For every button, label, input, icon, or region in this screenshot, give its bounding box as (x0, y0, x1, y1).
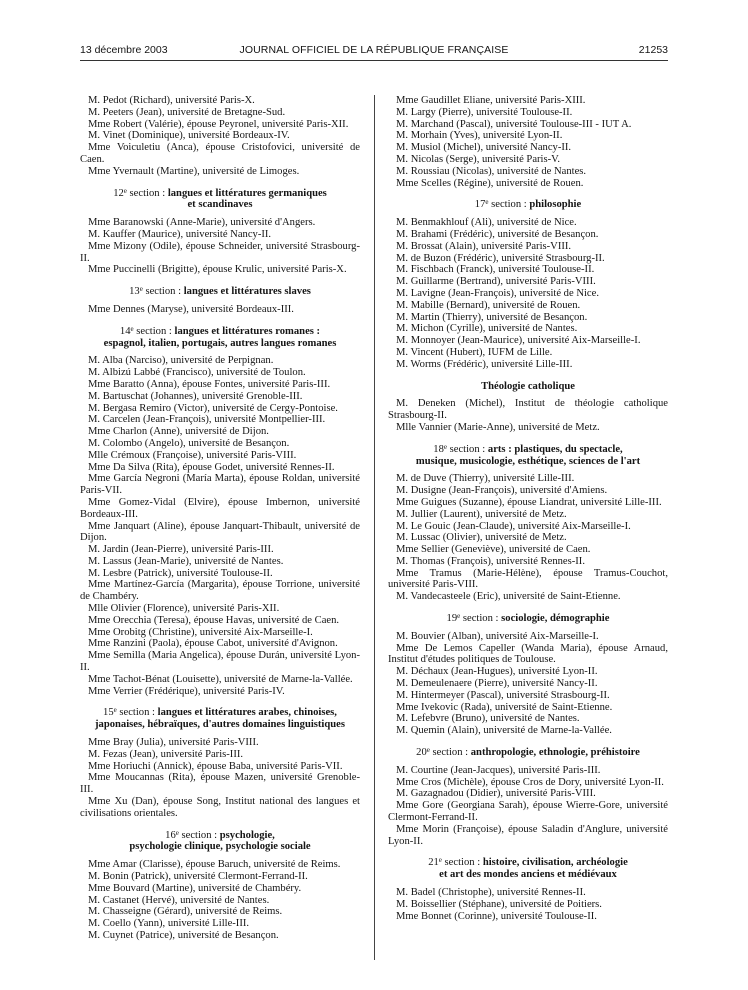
section-number-suffix: e (139, 285, 143, 294)
section-number: 15 (103, 707, 114, 719)
appointee-entry: M. de Buzon (Frédéric), université Strasbourg-II. (396, 252, 605, 264)
section-number-suffix: e (443, 442, 447, 451)
appointee-entry: Mme Tramus (Marie-Hélène), épouse Tramus-Couchot, université Paris-VIII. (388, 567, 668, 591)
appointee-entry: M. Largy (Pierre), université Toulouse-II. (396, 106, 573, 118)
appointee-entry: Mme Yvernault (Martine), université de Limoges. (88, 165, 300, 177)
section-number: 16 (165, 829, 176, 841)
appointee-entry: M. Dusigne (Jean-François), université d'Amiens. (396, 485, 608, 497)
section-title: histoire, civilisation, archéologie (482, 857, 628, 869)
section-title-continued: musique, musicologie, esthétique, sciences de l'art (415, 455, 641, 467)
section-heading-line (80, 707, 360, 719)
section-label: section : (447, 443, 488, 455)
appointee-entry: M. Monnoyer (Jean-Maurice), université Aix-Marseille-I. (396, 335, 641, 347)
appointee-entry: M. Brossat (Alain), université Paris-VIII. (396, 240, 572, 252)
appointee-entry: M. Jullier (Laurent), université de Metz. (396, 508, 567, 520)
header-rule (80, 60, 668, 61)
section-heading-line (388, 857, 668, 869)
appointee-entry: Mme Horiuchi (Annick), épouse Baba, université Paris-VII. (88, 760, 343, 772)
appointee-entry: M. Vandecasteele (Eric), université de Saint-Etienne. (396, 591, 621, 603)
appointee-entry: M. Vinet (Dominique), université Bordeaux-IV. (88, 130, 290, 142)
section-label: section : (488, 199, 530, 211)
section-title: sociologie, démographie (501, 613, 610, 625)
appointee-entry: Mme Bouvard (Martine), université de Chambéry. (88, 882, 302, 894)
appointee-entry: M. Déchaux (Jean-Hugues), université Lyon-II. (396, 666, 598, 678)
appointee-entry: Mlle Crémoux (Françoise), université Paris-VIII. (88, 449, 297, 461)
section-heading-line (388, 444, 668, 456)
appointee-entry: Mme Gomez-Vidal (Elvire), épouse Imbernon, université Bordeaux-III. (80, 496, 360, 520)
section-number: 13 (129, 286, 140, 298)
section-number: 14 (119, 325, 131, 337)
appointee-entry: Mme Orobitg (Christine), université Aix-Marseille-I. (88, 626, 313, 638)
appointee-entry: Mme Mizony (Odile), épouse Schneider, université Strasbourg-II. (80, 240, 360, 264)
section-label: section : (441, 857, 483, 869)
section-heading (388, 613, 668, 625)
section-heading (388, 199, 668, 211)
appointee-entry: Mlle Vannier (Marie-Anne), université de Metz. (396, 421, 600, 433)
section-title: langues et littératures arabes, chinoises, (157, 707, 337, 719)
appointee-entry: M. Morhain (Yves), université Lyon-II. (396, 130, 563, 142)
section-number: 12 (113, 187, 124, 199)
appointee-entry: Mme Tachot-Bénat (Louisette), université de Marne-la-Vallée. (88, 673, 353, 685)
appointee-entry: Mme Scelles (Régine), université de Rouen. (396, 177, 584, 189)
section-number-suffix: e (130, 324, 134, 333)
section-label: section : (460, 613, 502, 625)
section-number-suffix: e (175, 828, 179, 837)
appointee-entry: Mme Verrier (Frédérique), université Paris-IV. (88, 685, 285, 697)
section-label: section : (116, 707, 158, 719)
section-number-suffix: e (457, 612, 461, 621)
appointee-entry: M. Colombo (Angelo), université de Besançon. (88, 437, 290, 449)
page-number: 21253 (638, 44, 668, 56)
appointee-entry: Mme Gaudillet Eliane, université Paris-XIII. (396, 95, 586, 106)
appointee-entry: M. Martin (Thierry), université de Besançon. (396, 311, 588, 323)
appointee-entry: M. Jardin (Jean-Pierre), université Paris-III. (88, 544, 274, 556)
section-heading-line (388, 456, 668, 468)
appointee-entry: M. Coello (Yann), université Lille-III. (88, 918, 250, 930)
appointee-entry: M. Lussac (Olivier), université de Metz. (396, 532, 567, 544)
section-heading (80, 188, 360, 212)
header-date: 13 décembre 2003 (80, 44, 168, 56)
section-heading-line (388, 613, 668, 625)
section-heading-line (80, 199, 360, 211)
section-number-suffix: e (438, 856, 442, 865)
appointee-entry: M. Michon (Cyrille), université de Nantes. (396, 323, 578, 335)
appointee-entry: M. Castanet (Hervé), université de Nantes. (88, 894, 270, 906)
appointee-entry: M. Nicolas (Serge), université Paris-V. (396, 153, 561, 165)
section-heading (388, 381, 668, 393)
appointee-entry: M. Gazagnadou (Didier), université Paris-VIII. (396, 788, 596, 800)
appointee-entry: M. Courtine (Jean-Jacques), université Paris-III. (396, 764, 601, 776)
appointee-entry: Mme García Negroni (María Marta), épouse Roldan, université Paris-VII. (80, 473, 360, 497)
section-label: section : (178, 829, 220, 841)
appointee-entry: M. Lesbre (Patrick), université Toulouse-II. (88, 567, 273, 579)
right-column (388, 95, 668, 922)
appointee-entry: Mme Bonnet (Corinne), université Toulouse-II. (396, 910, 597, 922)
appointee-entry: Mme Cros (Michèle), épouse Cros de Dory, université Lyon-II. (396, 776, 664, 788)
section-number-suffix: e (123, 186, 127, 195)
appointee-entry: M. Quemin (Alain), université de Marne-la-Vallée. (396, 725, 612, 737)
appointee-entry: M. Badel (Christophe), université Rennes-II. (396, 887, 586, 899)
column-separator (374, 95, 375, 960)
appointee-entry: Mlle Olivier (Florence), université Paris-XII. (88, 603, 280, 615)
section-heading-line (80, 188, 360, 200)
appointee-entry: Mme Martínez-García (Margarita), épouse Torrione, université de Chambéry. (80, 579, 360, 603)
appointee-entry: Mme Morin (Françoise), épouse Saladin d'Anglure, université Lyon-II. (388, 823, 668, 847)
appointee-entry: Mme Ivekovic (Rada), université de Saint-Etienne. (396, 701, 613, 713)
section-heading-line (80, 338, 360, 350)
appointee-entry: M. Peeters (Jean), université de Bretagne-Sud. (88, 106, 286, 118)
section-title-continued: espagnol, italien, portugais, autres langues romanes (103, 337, 337, 349)
appointee-entry: Mme Orecchia (Teresa), épouse Havas, université de Caen. (88, 614, 340, 626)
section-title: langues et littératures germaniques (167, 187, 327, 199)
section-heading-line (80, 326, 360, 338)
appointee-entry: Mme Moucannas (Rita), épouse Mazen, université Grenoble-III. (80, 772, 360, 796)
appointee-entry: Mme Baranowski (Anne-Marie), université d'Angers. (88, 217, 316, 229)
appointee-entry: M. Guillarme (Bertrand), université Paris-VIII. (396, 276, 596, 288)
appointee-entry: Mme Guigues (Suzanne), épouse Liandrat, université Lille-III. (396, 496, 662, 508)
appointee-entry: M. Brahami (Frédéric), université de Besançon. (396, 228, 599, 240)
section-number-suffix: e (426, 746, 430, 755)
appointee-entry: M. de Duve (Thierry), université Lille-III. (396, 473, 575, 485)
section-heading-line (388, 747, 668, 759)
section-heading (388, 444, 668, 468)
left-column (80, 95, 360, 942)
section-heading (388, 747, 668, 759)
section-title: philosophie (529, 199, 582, 211)
section-number: 18 (433, 443, 444, 455)
appointee-entry: Mme Amar (Clarisse), épouse Baruch, université de Reims. (88, 859, 341, 871)
appointee-entry: Mme Dennes (Maryse), université Bordeaux-III. (88, 303, 294, 315)
appointee-entry: Mme Bray (Julia), université Paris-VIII. (88, 737, 259, 749)
appointee-entry: Mme Baratto (Anna), épouse Fontes, université Paris-III. (88, 378, 331, 390)
appointee-entry: M. Lefebvre (Bruno), université de Nantes. (396, 713, 580, 725)
section-heading-line (388, 199, 668, 211)
appointee-entry: Mme De Lemos Capeller (Wanda Maria), épouse Arnaud, Institut d'études politiques de Toulouse. (388, 642, 668, 666)
section-label: section : (142, 286, 184, 298)
page-header (80, 44, 668, 60)
appointee-entry: Mme Da Silva (Rita), épouse Godet, université Rennes-II. (88, 461, 335, 473)
section-label: section : (429, 747, 471, 759)
section-title-continued: et art des mondes anciens et médiévaux (439, 869, 617, 881)
appointee-entry: M. Fischbach (Franck), université Toulouse-II. (396, 264, 595, 276)
appointee-entry: M. Thomas (François), université Rennes-II. (396, 555, 585, 567)
appointee-entry: M. Marchand (Pascal), université Toulouse-III - IUT A. (396, 118, 632, 130)
section-title-continued: japonaises, hébraïques, d'autres domaines linguistiques (95, 719, 345, 731)
appointee-entry: M. Bergasa Remiro (Victor), université de Cergy-Pontoise. (88, 402, 338, 414)
appointee-entry: Mme Voiculetiu (Anca), épouse Cristofovici, université de Caen. (80, 142, 360, 165)
appointee-entry: M. Vincent (Hubert), IUFM de Lille. (396, 346, 553, 358)
appointee-entry: M. Fezas (Jean), université Paris-III. (88, 748, 244, 760)
section-heading-line (388, 381, 668, 393)
appointee-entry: M. Roussiau (Nicolas), université de Nantes. (396, 165, 587, 177)
appointee-entry: M. Pedot (Richard), université Paris-X. (88, 95, 255, 106)
section-number: 19 (446, 613, 458, 625)
appointee-entry: M. Bouvier (Alban), université Aix-Marseille-I. (396, 630, 599, 642)
section-heading-line (80, 286, 360, 298)
section-number-suffix: e (485, 198, 489, 207)
appointee-entry: M. Mabille (Bernard), université de Rouen. (396, 299, 581, 311)
appointee-entry: M. Lavigne (Jean-François), université de Nice. (396, 287, 599, 299)
appointee-entry: M. Lassus (Jean-Marie), université de Nantes. (88, 555, 284, 567)
section-title: anthropologie, ethnologie, préhistoire (470, 747, 640, 759)
appointee-entry: Mme Sellier (Geneviève), université de Caen. (396, 544, 591, 556)
section-title: arts : plastiques, du spectacle, (487, 443, 623, 455)
appointee-entry: Mme Janquart (Aline), épouse Janquart-Thibault, université de Dijon. (80, 520, 360, 544)
appointee-entry: Mme Robert (Valérie), épouse Peyronel, université Paris-XII. (88, 118, 349, 130)
section-title: Théologie catholique (481, 380, 575, 392)
section-title: langues et littératures romanes : (174, 325, 321, 337)
appointee-entry: M. Kauffer (Maurice), université Nancy-II. (88, 228, 272, 240)
appointee-entry: M. Demeulenaere (Pierre), université Nancy-II. (396, 678, 598, 690)
section-heading-line (80, 719, 360, 731)
section-heading-line (388, 869, 668, 881)
appointee-entry: M. Cuynet (Patrice), université de Besançon. (88, 930, 279, 941)
section-number: 20 (416, 747, 427, 759)
appointee-entry: M. Deneken (Michel), Institut de théologie catholique Strasbourg-II. (388, 398, 668, 422)
appointee-entry: M. Bonin (Patrick), université Clermont-Ferrand-II. (88, 871, 308, 883)
appointee-entry: M. Alba (Narciso), université de Perpignan. (88, 355, 274, 367)
section-heading (80, 830, 360, 854)
appointee-entry: M. Bartuschat (Johannes), université Grenoble-III. (88, 390, 303, 402)
appointee-entry: Mme Gore (Georgiana Sarah), épouse Wierre-Gore, université Clermont-Ferrand-II. (388, 800, 668, 824)
appointee-entry: M. Hintermeyer (Pascal), université Strasbourg-II. (396, 689, 610, 701)
section-title: psychologie, (219, 829, 275, 841)
section-number: 17 (474, 199, 486, 211)
appointee-entry: M. Benmakhlouf (Ali), université de Nice. (396, 217, 577, 229)
section-title-continued: et scandinaves (187, 199, 253, 211)
appointee-entry: M. Chasseigne (Gérard), université de Reims. (88, 906, 283, 918)
appointee-entry: Mme Ranzini (Paola), épouse Cabot, université d'Avignon. (88, 638, 338, 650)
appointee-entry: Mme Charlon (Anne), université de Dijon. (88, 426, 269, 438)
appointee-entry: M. Le Gouic (Jean-Claude), université Aix-Marseille-I. (396, 520, 631, 532)
section-heading-line (80, 841, 360, 853)
section-title-continued: psychologie clinique, psychologie sociale (129, 841, 311, 853)
section-label: section : (133, 325, 175, 337)
section-heading (388, 857, 668, 881)
journal-title: JOURNAL OFFICIEL DE LA RÉPUBLIQUE FRANÇAISE (239, 44, 509, 56)
section-heading (80, 707, 360, 731)
appointee-entry: M. Worms (Frédéric), université Lille-III. (396, 358, 573, 370)
appointee-entry: Mme Xu (Dan), épouse Song, Institut national des langues et civilisations orientales. (80, 796, 360, 819)
appointee-entry: Mme Semilla (Maria Angelica), épouse Durán, université Lyon-II. (80, 650, 360, 674)
section-heading-line (80, 830, 360, 842)
appointee-entry: M. Boissellier (Stéphane), université de Poitiers. (396, 898, 602, 910)
appointee-entry: M. Musiol (Michel), université Nancy-II. (396, 142, 572, 154)
section-number-suffix: e (113, 706, 117, 715)
section-heading (80, 286, 360, 298)
appointee-entry: M. Carcelen (Jean-François), université Montpellier-III. (88, 414, 326, 426)
section-title: langues et littératures slaves (183, 286, 311, 298)
appointee-entry: M. Albizú Labbé (Francisco), université de Toulon. (88, 367, 306, 379)
section-label: section : (126, 187, 168, 199)
section-number: 21 (428, 857, 439, 869)
section-heading (80, 326, 360, 350)
appointee-entry: Mme Puccinelli (Brigitte), épouse Krulic, université Paris-X. (88, 264, 347, 276)
